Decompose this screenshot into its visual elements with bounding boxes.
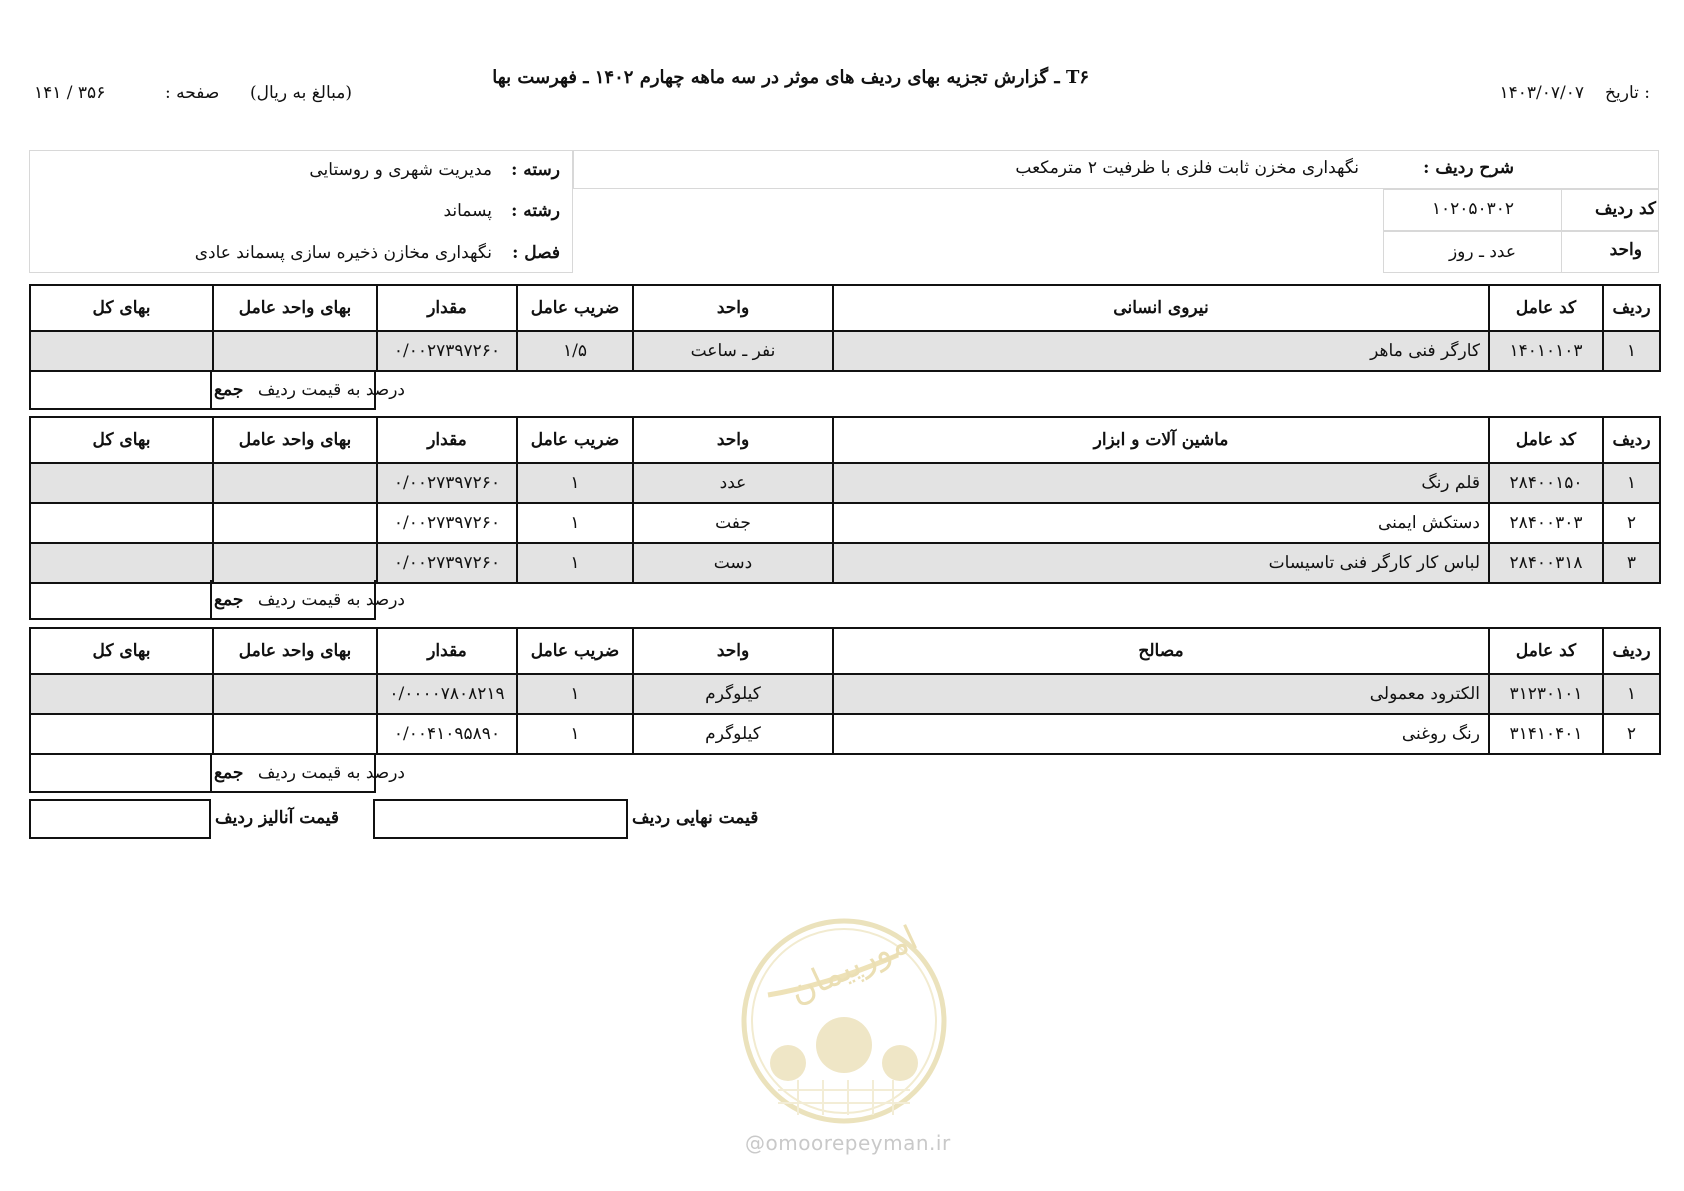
row-description-label: شرح ردیف : xyxy=(1423,158,1514,178)
col-unit-header: واحد xyxy=(633,628,833,674)
factor-qty: ۰/۰۰۲۷۳۹۷۲۶۰ xyxy=(377,543,517,583)
analysis-price-label: قیمت آنالیز ردیف xyxy=(215,808,340,828)
labor-summary-row xyxy=(29,370,1659,410)
row-number: ۳ xyxy=(1603,543,1660,583)
row-number: ۲ xyxy=(1603,503,1660,543)
col-unit-header: واحد xyxy=(633,417,833,463)
factor-unit-price xyxy=(213,503,377,543)
table-row xyxy=(30,331,1660,371)
percent-label: درصد به قیمت ردیف xyxy=(257,380,405,400)
col-code-header: کد عامل xyxy=(1489,417,1603,463)
materials-table xyxy=(29,627,1661,755)
factor-code: ۱۴۰۱۰۱۰۳ xyxy=(1489,331,1603,371)
factor-coef: ۱ xyxy=(517,543,633,583)
col-coef-header: ضریب عامل xyxy=(517,417,633,463)
col-unit-price-header: بهای واحد عامل xyxy=(213,628,377,674)
col-code-header: کد عامل xyxy=(1489,628,1603,674)
factor-name: کارگر فنی ماهر xyxy=(833,331,1489,371)
chapter-value: نگهداری مخازن ذخیره سازی پسماند عادی xyxy=(194,243,492,263)
col-coef-header: ضریب عامل xyxy=(517,285,633,331)
factor-code: ۲۸۴۰۰۳۰۳ xyxy=(1489,503,1603,543)
percent-label: درصد به قیمت ردیف xyxy=(257,590,405,610)
factor-code: ۳۱۴۱۰۴۰۱ xyxy=(1489,714,1603,754)
sum-label: جمع xyxy=(214,380,244,400)
factor-unit-price xyxy=(213,331,377,371)
factor-coef: ۱ xyxy=(517,674,633,714)
col-row-header: ردیف xyxy=(1603,285,1660,331)
labor-table xyxy=(29,284,1661,372)
factor-coef: ۱ xyxy=(517,714,633,754)
section-title-labor: نیروی انسانی xyxy=(833,285,1489,331)
final-price-box xyxy=(373,799,628,839)
factor-name: دستکش ایمنی xyxy=(833,503,1489,543)
date-value: ۱۴۰۳/۰۷/۰۷ xyxy=(1499,83,1584,103)
factor-code: ۳۱۲۳۰۱۰۱ xyxy=(1489,674,1603,714)
factor-code: ۲۸۴۰۰۱۵۰ xyxy=(1489,463,1603,503)
table-header-row xyxy=(30,628,1660,674)
factor-unit-price xyxy=(213,714,377,754)
factor-total xyxy=(30,714,213,754)
col-unit-price-header: بهای واحد عامل xyxy=(213,417,377,463)
table-header-row xyxy=(30,417,1660,463)
section-title-machinery: ماشین آلات و ابزار xyxy=(833,417,1489,463)
currency-note: (مبالغ به ریال) xyxy=(250,83,353,103)
col-total-header: بهای کل xyxy=(30,628,213,674)
factor-name: الکترود معمولی xyxy=(833,674,1489,714)
factor-qty: ۰/۰۰۲۷۳۹۷۲۶۰ xyxy=(377,463,517,503)
sum-total-box xyxy=(29,753,212,793)
table-row xyxy=(30,503,1660,543)
factor-qty: ۰/۰۰۲۷۳۹۷۲۶۰ xyxy=(377,331,517,371)
sum-total-box xyxy=(29,580,212,620)
factor-total xyxy=(30,463,213,503)
factor-unit: نفر ـ ساعت xyxy=(633,331,833,371)
col-qty-header: مقدار xyxy=(377,417,517,463)
sum-label: جمع xyxy=(214,590,244,610)
factor-name: قلم رنگ xyxy=(833,463,1489,503)
field-value: پسماند xyxy=(443,201,492,221)
table-row xyxy=(30,674,1660,714)
factor-qty: ۰/۰۰۰۰۷۸۰۸۲۱۹ xyxy=(377,674,517,714)
factor-unit: جفت xyxy=(633,503,833,543)
col-row-header: ردیف xyxy=(1603,628,1660,674)
sum-label: جمع xyxy=(214,763,244,783)
percent-label: درصد به قیمت ردیف xyxy=(257,763,405,783)
table-row xyxy=(30,463,1660,503)
category-label: رسته : xyxy=(511,160,560,180)
col-row-header: ردیف xyxy=(1603,417,1660,463)
factor-coef: ۱ xyxy=(517,463,633,503)
svg-text:امورپیمان: امورپیمان xyxy=(783,918,924,1012)
sum-total-box xyxy=(29,370,212,410)
row-unit-label: واحد xyxy=(1609,240,1642,260)
date-label: تاریخ : xyxy=(1605,83,1650,103)
row-number: ۲ xyxy=(1603,714,1660,754)
factor-unit-price xyxy=(213,674,377,714)
factor-code: ۲۸۴۰۰۳۱۸ xyxy=(1489,543,1603,583)
field-label: رشته : xyxy=(511,201,560,221)
table-row xyxy=(30,714,1660,754)
row-unit-value: عدد ـ روز xyxy=(1448,242,1516,262)
factor-total xyxy=(30,543,213,583)
factor-unit: کیلوگرم xyxy=(633,674,833,714)
factor-qty: ۰/۰۰۴۱۰۹۵۸۹۰ xyxy=(377,714,517,754)
col-total-header: بهای کل xyxy=(30,285,213,331)
machinery-summary-row xyxy=(29,580,1659,620)
row-number: ۱ xyxy=(1603,463,1660,503)
factor-total xyxy=(30,674,213,714)
factor-total xyxy=(30,503,213,543)
col-code-header: کد عامل xyxy=(1489,285,1603,331)
factor-name: لباس کار کارگر فنی تاسیسات xyxy=(833,543,1489,583)
col-unit-header: واحد xyxy=(633,285,833,331)
factor-name: رنگ روغنی xyxy=(833,714,1489,754)
table-row xyxy=(30,543,1660,583)
factor-unit: کیلوگرم xyxy=(633,714,833,754)
factor-qty: ۰/۰۰۲۷۳۹۷۲۶۰ xyxy=(377,503,517,543)
row-description-value: نگهداری مخزن ثابت فلزی با ظرفیت ۲ مترمکعب xyxy=(1015,158,1359,178)
watermark-logo xyxy=(738,915,950,1127)
factor-unit: دست xyxy=(633,543,833,583)
col-qty-header: مقدار xyxy=(377,285,517,331)
watermark-text: @omoorepeyman.ir xyxy=(745,1131,951,1155)
row-code-label: کد ردیف xyxy=(1594,199,1656,219)
info-code-divider xyxy=(1561,189,1562,273)
factor-coef: ۱ xyxy=(517,503,633,543)
factor-unit-price xyxy=(213,463,377,503)
chapter-label: فصل : xyxy=(512,243,560,263)
row-number: ۱ xyxy=(1603,331,1660,371)
factor-total xyxy=(30,331,213,371)
table-header-row xyxy=(30,285,1660,331)
report-title: T۶ ـ گزارش تجزیه بهای ردیف های موثر در سه ماهه چهارم ۱۴۰۲ ـ فهرست بها xyxy=(492,67,1089,88)
materials-summary-row xyxy=(29,753,1659,793)
col-qty-header: مقدار xyxy=(377,628,517,674)
row-code-value: ۱۰۲۰۵۰۳۰۲ xyxy=(1431,199,1514,219)
analysis-price-box xyxy=(29,799,211,839)
col-unit-price-header: بهای واحد عامل xyxy=(213,285,377,331)
page-number: ۱۴۱ / ۳۵۶ xyxy=(34,83,106,103)
machinery-table xyxy=(29,416,1661,584)
section-title-materials: مصالح xyxy=(833,628,1489,674)
col-total-header: بهای کل xyxy=(30,417,213,463)
category-value: مدیریت شهری و روستایی xyxy=(309,160,492,180)
col-coef-header: ضریب عامل xyxy=(517,628,633,674)
factor-unit: عدد xyxy=(633,463,833,503)
factor-coef: ۱/۵ xyxy=(517,331,633,371)
factor-unit-price xyxy=(213,543,377,583)
row-number: ۱ xyxy=(1603,674,1660,714)
final-price-label: قیمت نهایی ردیف xyxy=(632,808,759,828)
page-label: صفحه : xyxy=(165,83,220,103)
